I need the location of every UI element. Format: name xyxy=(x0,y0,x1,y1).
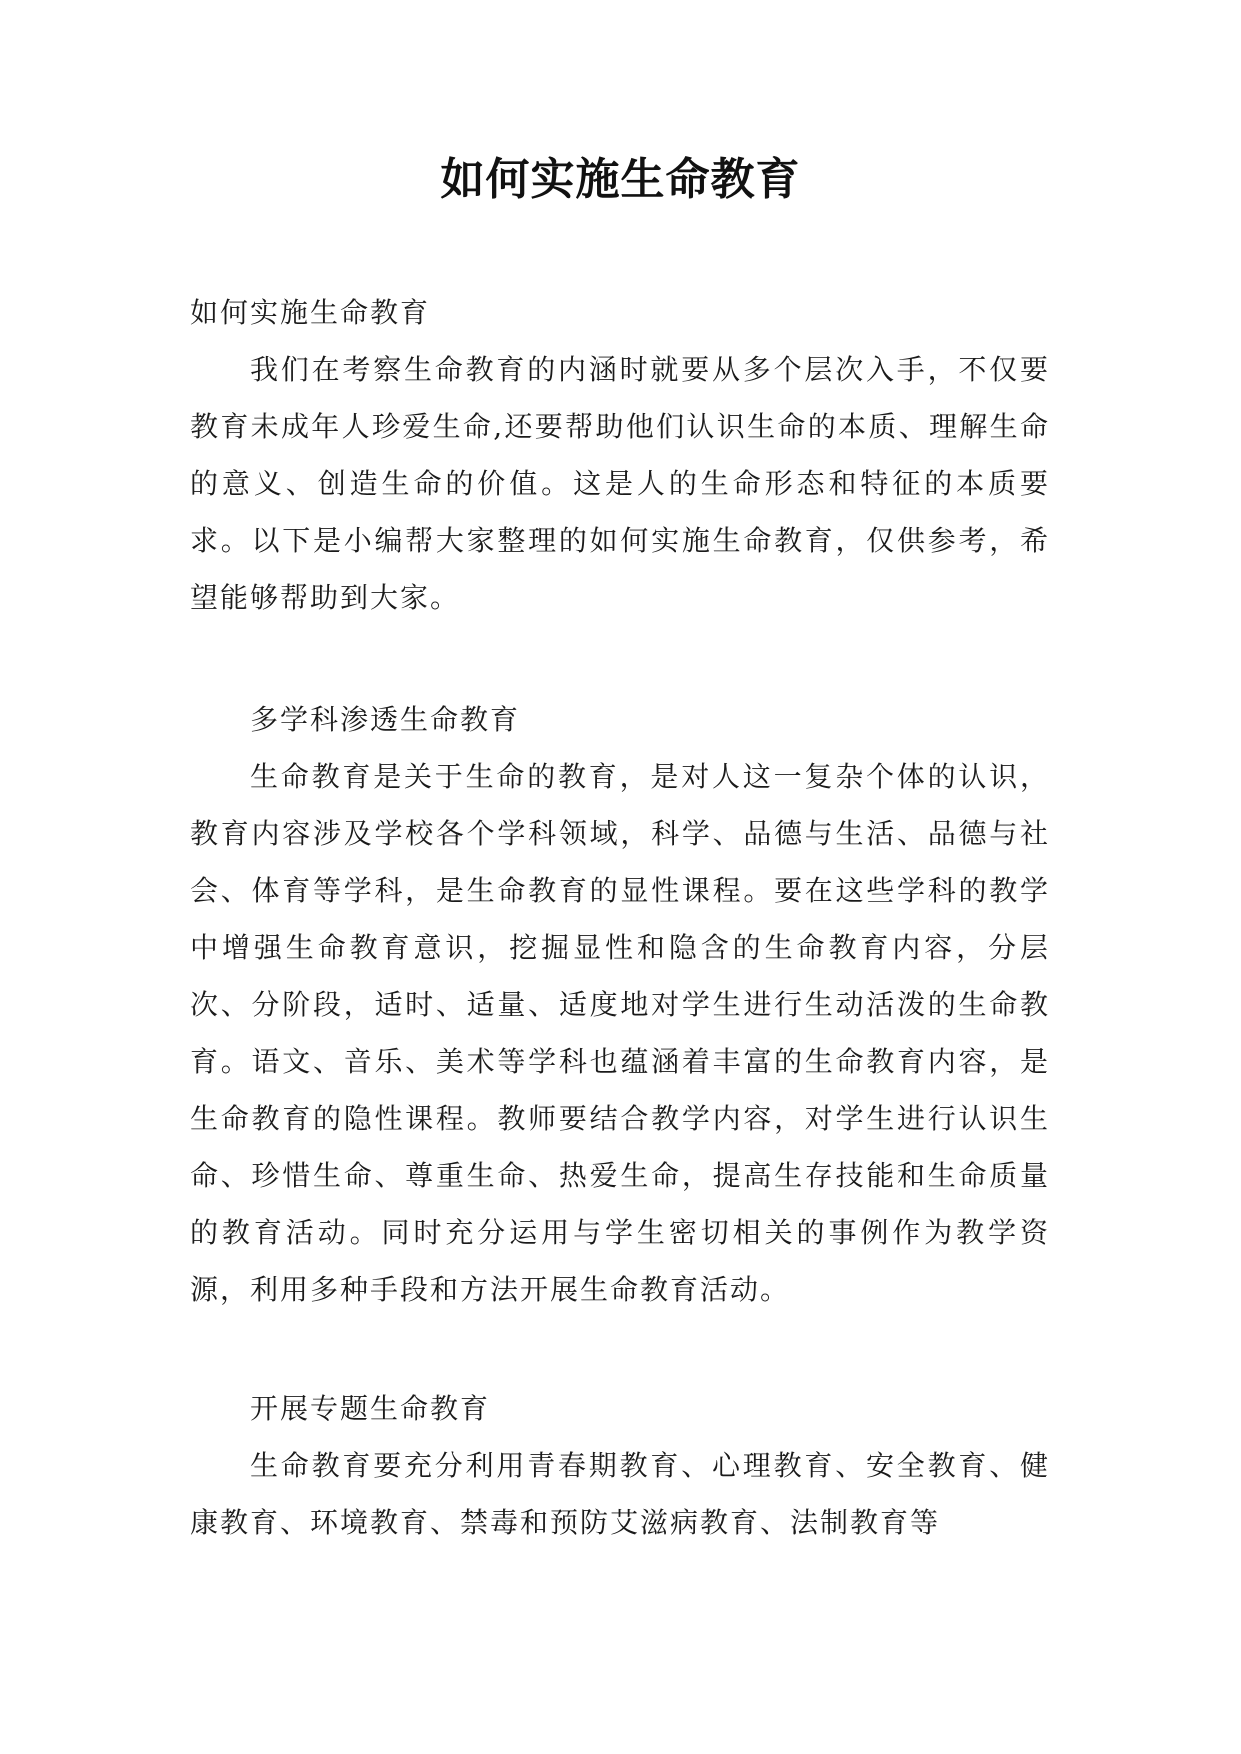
section-paragraph: 生命教育是关于生命的教育，是对人这一复杂个体的认识，教育内容涉及学校各个学科领域，科学、品德与生活、品德与社会、体育等学科，是生命教育的显性课程。要在这些学科的教学中增强生命教育意识，挖掘显性和隐含的生命教育内容，分层次、分阶段，适时、适量、适度地对学生进行生动活泼的生命教育。语文、音乐、美术等学科也蕴涵着丰富的生命教育内容，是生命教育的隐性课程。教师要结合教学内容，对学生进行认识生命、珍惜生命、尊重生命、热爱生命，提高生存技能和生命质量的教育活动。同时充分运用与学生密切相关的事例作为教学资源，利用多种手段和方法开展生命教育活动。 xyxy=(190,760,1050,1306)
section-heading: 多学科渗透生命教育 xyxy=(250,703,521,736)
document-subtitle: 如何实施生命教育 xyxy=(190,296,431,329)
section-heading: 开展专题生命教育 xyxy=(250,1392,491,1425)
document-title: 如何实施生命教育 xyxy=(440,154,801,205)
section-paragraph: 生命教育要充分利用青春期教育、心理教育、安全教育、健康教育、环境教育、禁毒和预防艾滋病教育、法制教育等 xyxy=(190,1449,1050,1539)
intro-paragraph: 我们在考察生命教育的内涵时就要从多个层次入手，不仅要教育未成年人珍爱生命,还要帮助他们认识生命的本质、理解生命的意义、创造生命的价值。这是人的生命形态和特征的本质要求。以下是小编帮大家整理的如何实施生命教育，仅供参考，希望能够帮助到大家。 xyxy=(190,353,1050,614)
